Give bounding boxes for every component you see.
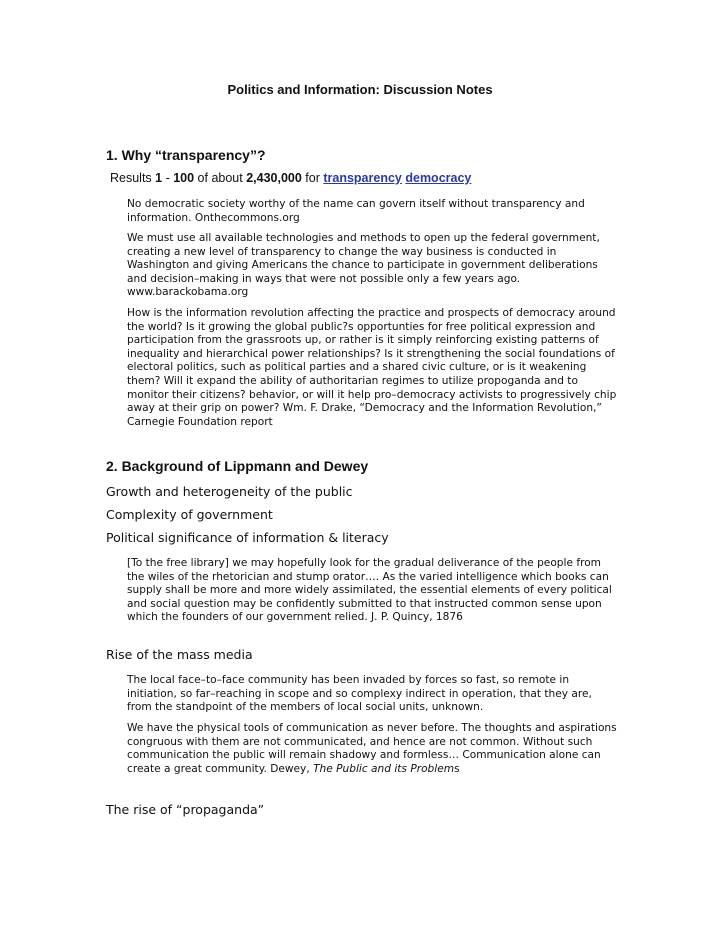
quote-dewey-suffix: s xyxy=(454,762,460,775)
point-growth: Growth and heterogeneity of the public xyxy=(106,484,353,499)
point-complexity: Complexity of government xyxy=(106,507,273,522)
results-count: 2,430,000 xyxy=(246,171,302,185)
point-propaganda: The rise of “propaganda” xyxy=(106,802,265,817)
results-of-about: of about xyxy=(194,171,247,185)
search-term-democracy-link[interactable]: democracy xyxy=(405,171,472,185)
quote-barackobama: We must use all available technologies and methods to open up the federal government, creating a new level of transparency to change the way business is conducted in Washington and giving Americans the chance to participate in government deliberations and decision–making in ways that were not possible only a few years ago. www.barackobama.org xyxy=(127,232,600,299)
section-2-heading: 2. Background of Lippmann and Dewey xyxy=(106,458,369,474)
point-information-literacy: Political significance of information & literacy xyxy=(106,530,389,545)
quote-drake: How is the information revolution affecting the practice and prospects of democracy around the world? Is it growing the global public?s opportunties for free political expression and participation from the grassroots up, or rather is it simply reinforcing existing patterns of inequality and hierarchical power relationships? Is it strengthening the social foundations of electoral politics, such as political parties and a shared civic culture, or is it weakening them? Will it expand the ability of authoritarian regimes to utilize propoganda and to monitor their citizens? behavior, or will it help pro–democracy activists to progressively chip away at their grip on power? Wm. F. Drake, “Democracy and the Information Revolution,” Carnegie Foundation report xyxy=(127,307,617,428)
page-title: Politics and Information: Discussion Notes xyxy=(227,82,493,97)
results-range-end: 100 xyxy=(173,171,195,185)
book-title-public-and-its-problems: The Public and its Problem xyxy=(313,762,455,775)
point-mass-media: Rise of the mass media xyxy=(106,647,253,662)
quote-dewey-text: We have the physical tools of communication as never before. The thoughts and aspirations congruous with them are not communicated, and hence are not common. Without such communication the public will remain shadowy and formless… Communication alone can create a great community. Dewey, xyxy=(127,722,617,775)
section-1-heading: 1. Why “transparency”? xyxy=(106,147,266,163)
quote-dewey xyxy=(127,722,619,776)
results-for: for xyxy=(301,171,324,185)
search-results-line xyxy=(110,171,471,185)
results-range-start: 1 xyxy=(155,171,163,185)
results-prefix: Results xyxy=(110,171,156,185)
search-term-transparency-link[interactable]: transparency xyxy=(323,171,402,185)
quote-local-community: The local face–to–face community has been invaded by forces so fast, so remote in initiation, so far–reaching in scope and so complexy indirect in operation, that they are, from the standpoint of the members of local social units, unknown. xyxy=(127,674,592,714)
quote-quincy: [To the free library] we may hopefully look for the gradual deliverance of the people from the wiles of the rhetorician and stump orator…. As the varied intelligence which books can supply shall be more and more widely assimilated, the essential elements of every political and social question may be confidently submitted to that instructed common sense upon which the founders of our government relied. J. P. Quincy, 1876 xyxy=(127,557,612,624)
results-sep: - xyxy=(162,171,174,185)
quote-onthecommons: No democratic society worthy of the name can govern itself without transparency and information. Onthecommons.org xyxy=(127,198,585,224)
